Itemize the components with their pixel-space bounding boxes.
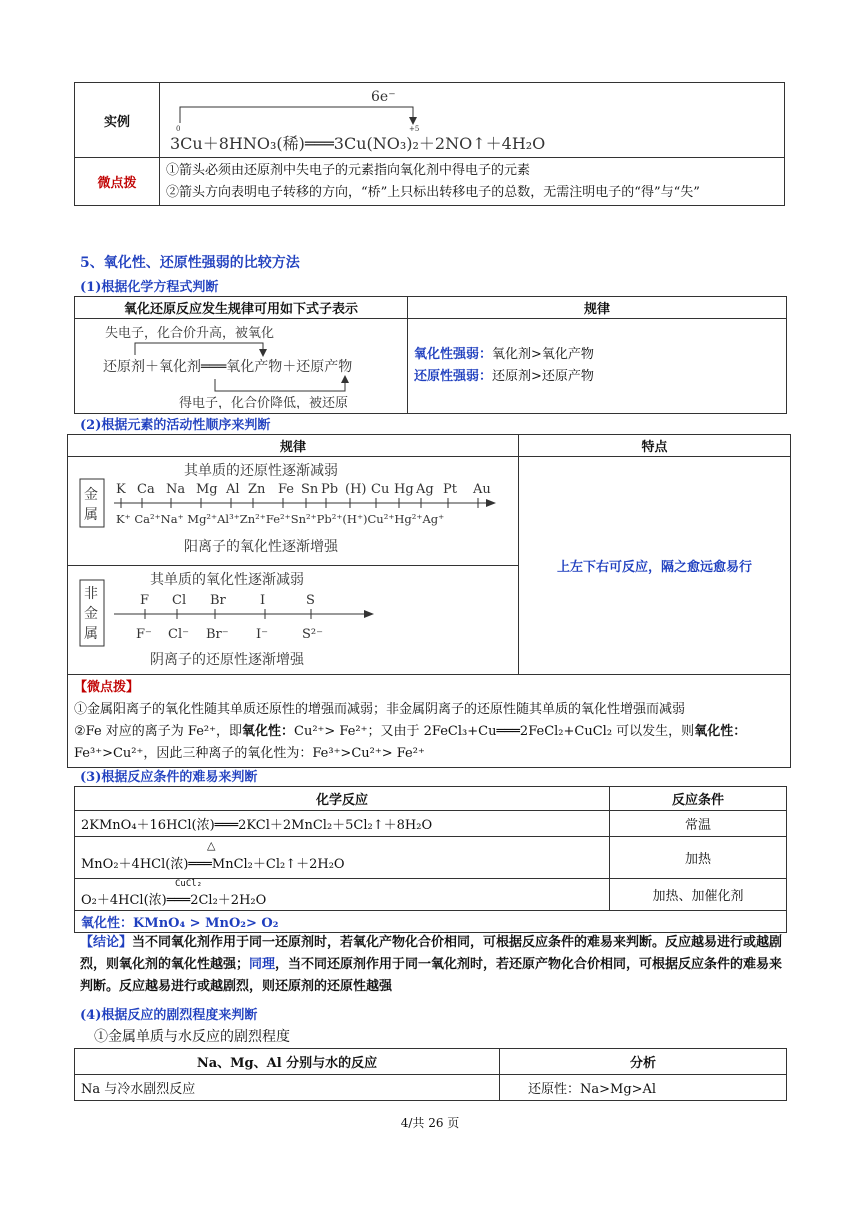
- s4-row-1: Na 与冷水剧烈反应: [75, 1075, 500, 1101]
- tip-label: 微点拨: [75, 158, 160, 206]
- svg-text:阴离子的还原性逐渐增强: 阴离子的还原性逐渐增强: [150, 652, 304, 668]
- s4-col2-header: 分析: [500, 1049, 787, 1075]
- metal-symbol: Au: [473, 482, 491, 497]
- metal-symbol: Al: [226, 482, 240, 497]
- s1-col2-header: 规律: [408, 297, 787, 319]
- s4-title: (4)根据反应的剧烈程度来判断: [80, 1008, 258, 1023]
- s2-col1-header: 规律: [68, 435, 519, 457]
- nonmetal-ion: I⁻: [256, 627, 268, 642]
- metal-symbol: (H): [345, 482, 367, 497]
- condition-row-3: 加热、加催化剂: [610, 879, 787, 911]
- s2-title: (2)根据元素的活动性顺序来判断: [80, 418, 271, 433]
- s4-col1-header: Na、Mg、Al 分别与水的反应: [75, 1049, 500, 1075]
- s2-tip-label: 【微点拨】: [74, 680, 140, 695]
- tip-cell: [160, 158, 785, 206]
- nonmetal-series-cell: [68, 566, 519, 675]
- svg-text:0: 0: [176, 125, 181, 133]
- electron-count: 6e⁻: [371, 89, 396, 105]
- top-table: [74, 82, 785, 206]
- svg-text:金: 金: [84, 606, 98, 622]
- svg-text:非: 非: [84, 586, 98, 602]
- nonmetal-symbol: Cl: [172, 593, 187, 608]
- nonmetal-ion: Br⁻: [206, 627, 229, 642]
- svg-text:还原剂＋氧化剂═══氧化产物＋还原产物: 还原剂＋氧化剂═══氧化产物＋还原产物: [103, 359, 353, 375]
- tip-line-1: ①箭头必须由还原剂中失电子的元素指向氧化剂中得电子的元素: [166, 162, 531, 178]
- svg-text:金: 金: [84, 487, 98, 503]
- s3-col1-header: 化学反应: [75, 787, 610, 811]
- s2-tip-1: ①金属阳离子的氧化性随其单质还原性的增强而减弱；非金属阴离子的还原性随其单质的氧化性增强而减弱: [74, 702, 686, 717]
- condition-row-1: 常温: [610, 811, 787, 837]
- reaction-row-1: 2KMnO₄＋16HCl(浓)═══2KCl＋2MnCl₂＋5Cl₂↑＋8H₂O: [75, 811, 610, 837]
- svg-text:阳离子的氧化性逐渐增强: 阳离子的氧化性逐渐增强: [184, 539, 338, 555]
- metal-symbol: Pb: [321, 482, 339, 497]
- nonmetal-ion: Cl⁻: [168, 627, 189, 642]
- s3-conclusion: 【结论】当不同氧化剂作用于同一还原剂时，若氧化产物化合价相同，可根据反应条件的难易来判断。反应越易进行或越剧烈，则氧化剂的氧化性越强；同理，当不同还原剂作用于同一氧化剂时，若还原产物化合价相同，可根据反应条件的难易来判断。反应越易进行或越剧烈，则还原剂的还原性越强: [80, 935, 783, 994]
- svg-text:得电子，化合价降低，被还原: 得电子，化合价降低，被还原: [179, 396, 349, 409]
- svg-text:其单质的还原性逐渐减弱: 其单质的还原性逐渐减弱: [184, 463, 338, 479]
- metal-symbol: K: [116, 482, 126, 497]
- s4-row-1-analysis: 还原性：Na>Mg>Al: [500, 1075, 787, 1101]
- electron-transfer-diagram: [166, 83, 726, 153]
- s1-diagram-cell: [75, 319, 408, 414]
- svg-text:失电子，化合价升高，被氧化: 失电子，化合价升高，被氧化: [105, 326, 275, 341]
- nonmetal-ion: F⁻: [136, 627, 152, 642]
- metal-symbol: Hg: [394, 482, 414, 497]
- example-cell: [160, 83, 785, 158]
- s3-table: [74, 786, 787, 933]
- s1-rules-cell: 氧化性强弱：氧化剂>氧化产物 还原性强弱：还原剂>还原产物: [408, 319, 787, 414]
- nonmetal-symbol: Br: [210, 593, 226, 608]
- condition-row-2: 加热: [610, 837, 787, 879]
- nonmetal-symbol: S: [306, 593, 315, 608]
- page-footer: 4/共 26 页: [400, 1116, 460, 1130]
- metal-symbol: Ca: [137, 482, 155, 497]
- metal-series-cell: [68, 457, 519, 566]
- example-label: 实例: [75, 83, 160, 158]
- s2-tip-3: Fe³⁺>Cu²⁺，因此三种离子的氧化性为：Fe³⁺>Cu²⁺> Fe²⁺: [74, 746, 425, 761]
- svg-text:属: 属: [84, 507, 98, 523]
- s2-tip-2: ②Fe 对应的离子为 Fe²⁺，即氧化性：Cu²⁺> Fe²⁺；又由于 2FeCl₃+Cu═══2FeCl₂+CuCl₂ 可以发生，则氧化性：: [74, 724, 747, 739]
- metal-symbol: Ag: [416, 482, 434, 497]
- section-5-title: 5、氧化性、还原性强弱的比较方法: [80, 255, 300, 271]
- s1-table: [74, 296, 787, 414]
- reaction-row-3: CuCl₂ O₂＋4HCl(浓)═══2Cl₂＋2H₂O: [75, 879, 610, 911]
- s1-title: (1)根据化学方程式判断: [80, 280, 219, 295]
- metal-symbol: Pt: [443, 482, 457, 497]
- nonmetal-activity-series: [68, 566, 518, 670]
- metal-symbol: Mg: [196, 482, 218, 497]
- tip-line-2: ②箭头方向表明电子转移的方向，“桥”上只标出转移电子的总数，无需注明电子的“得”与“失”: [166, 184, 700, 200]
- s2-tip-cell: [68, 675, 791, 768]
- redox-rule-diagram: [75, 319, 405, 409]
- svg-text:其单质的氧化性逐渐减弱: 其单质的氧化性逐渐减弱: [150, 572, 304, 588]
- s2-col2-header: 特点: [519, 435, 791, 457]
- svg-text:属: 属: [84, 626, 98, 642]
- metal-symbol: Fe: [278, 482, 295, 497]
- metal-symbol: Cu: [371, 482, 390, 497]
- svg-text:+5: +5: [409, 125, 420, 133]
- s4-table: [74, 1048, 787, 1101]
- nonmetal-ion: S²⁻: [302, 627, 323, 642]
- s2-table: [67, 434, 791, 768]
- metal-symbol: Sn: [301, 482, 319, 497]
- s3-summary: 氧化性：KMnO₄ > MnO₂> O₂: [75, 911, 787, 933]
- s3-title: (3)根据反应条件的难易来判断: [80, 770, 258, 785]
- feature-cell: 上左下右可反应，隔之愈远愈易行: [519, 457, 791, 675]
- nonmetal-symbol: F: [140, 593, 150, 608]
- s3-col2-header: 反应条件: [610, 787, 787, 811]
- reaction-row-2: △ MnO₂＋4HCl(浓)═══MnCl₂＋Cl₂↑＋2H₂O: [75, 837, 610, 879]
- s4-subtitle: ①金属单质与水反应的剧烈程度: [94, 1029, 290, 1045]
- metal-symbol: Zn: [248, 482, 266, 497]
- nonmetal-symbol: I: [260, 593, 266, 608]
- example-equation: 3Cu＋8HNO₃(稀)═══3Cu(NO₃)₂＋2NO↑＋4H₂O: [170, 134, 546, 153]
- metal-activity-series: [68, 457, 518, 561]
- metal-symbol: Na: [166, 482, 186, 497]
- svg-text:K⁺ Ca²⁺Na⁺ Mg²⁺Al³⁺Zn²⁺Fe²⁺Sn²: K⁺ Ca²⁺Na⁺ Mg²⁺Al³⁺Zn²⁺Fe²⁺Sn²⁺Pb²⁺(H⁺)Cu²⁺Hg²⁺Ag⁺: [116, 512, 445, 526]
- s1-col1-header: 氧化还原反应发生规律可用如下式子表示: [75, 297, 408, 319]
